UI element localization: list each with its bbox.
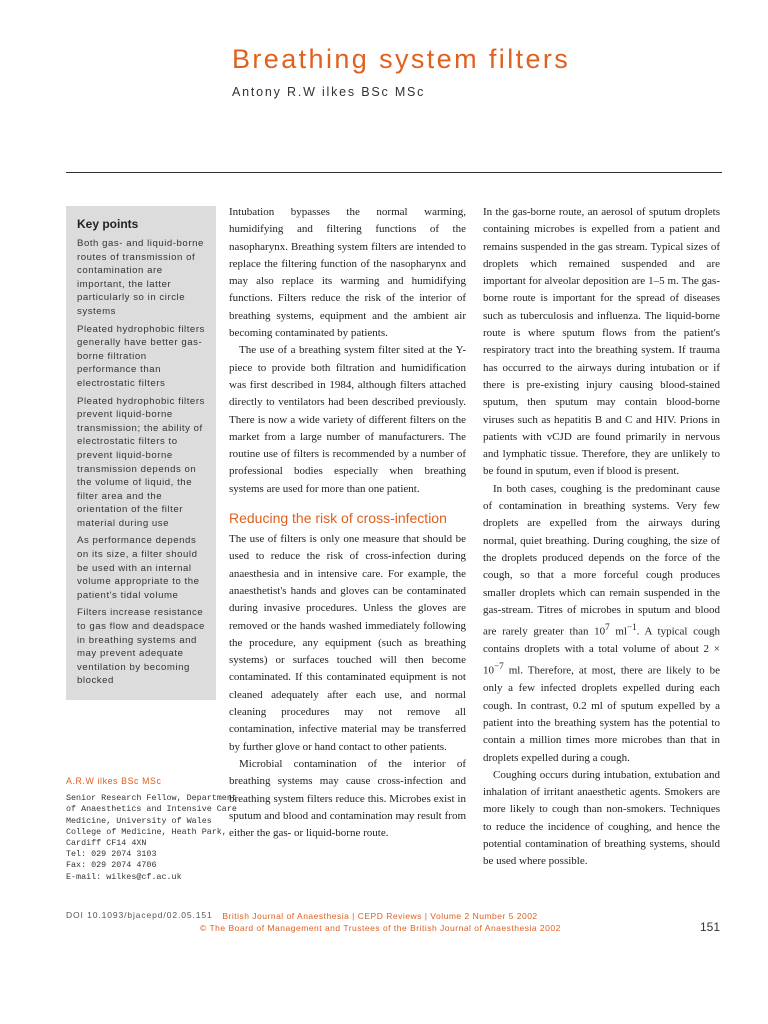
author-affiliation: [66, 776, 237, 883]
key-point-item: Pleated hydrophobic filters prevent liquid-borne transmission; the ability of electrostatic filters to prevent liquid-borne transmission depends on the volume of liquid, the filter area and the orientation of the filter material during use: [77, 395, 205, 529]
copyright-line: © The Board of Management and Trustees of the British Journal of Anaesthesia 2002: [200, 923, 561, 933]
page-number: 151: [700, 920, 721, 934]
affiliation-line: Senior Research Fellow, Department: [66, 793, 237, 804]
key-point-item: Both gas- and liquid-borne routes of transmission of contamination are important, the latter particularly so in circle systems: [77, 238, 204, 317]
author-line: Antony R.W ilkes BSc MSc: [232, 85, 426, 99]
header-divider: [66, 172, 722, 173]
key-point-item: As performance depends on its size, a filter should be used with an internal volume appropriate to the patient's tidal volume: [77, 535, 200, 601]
key-points-box: [66, 206, 216, 700]
body-column-1: [229, 204, 466, 842]
body-paragraph: Microbial contamination of the interior of breathing systems may cause cross-infection and breathing system filters reduce this. Microbes exist in sputum and blood and contamination may result from either the gas- or liquid-borne route.: [229, 757, 466, 840]
section-heading: Reducing the risk of cross-infection: [229, 510, 447, 527]
body-paragraph: Intubation bypasses the normal warming, humidifying and filtering functions of the nasopharynx. Breathing system filters are intended to replace the filtering function of the nasopharynx and may also replace its warming and humidifying functions. Filters reduce the risk of the interior of breathing systems, equipment and the ambient air becoming contaminated by patients.: [229, 206, 466, 340]
affiliation-line: College of Medicine, Heath Park,: [66, 826, 227, 837]
body-paragraph: In both cases, coughing is the predominant cause of contamination in breathing systems. Very few droplets are expelled from the airways during normal, quiet breathing. During coughing, the size of the droplets produced depends on the force of the cough, so that a more forceful cough produces smaller droplets which can remain suspended in the gas-stream. Titres of microbes in sputum and blood are rarely greater than $10^7$ $ml^{-1}$. A typical cough contains droplets with a total volume of about $2 \times 10^{-7}$ ml. Therefore, at most, there are likely to be only a few infected droplets expelled during each cough. In contrast, 0.2 ml of sputum expelled by a patient into the breathing system has the potential to contain a million times more microbes than that in droplets expelled during a cough.: [483, 482, 720, 764]
affiliation-line: Cardiff CF14 4XN: [66, 838, 147, 849]
affiliation-email[interactable]: E-mail: wilkes@cf.ac.uk: [66, 871, 182, 882]
affiliation-line: Fax: 029 2074 4706: [66, 860, 157, 871]
affiliation-line: of Anaesthetics and Intensive Care: [66, 804, 237, 815]
key-points-list: [77, 237, 208, 688]
body-column-2: [483, 204, 720, 871]
journal-footer: [200, 910, 560, 934]
body-paragraph: Coughing occurs during intubation, extubation and inhalation of irritant anaesthetic agents. Smokers are more likely to cough than non-smokers. Techniques to reduce the incidence of coughing, and hence the potential contamination of breathing systems, should be used where possible.: [483, 768, 720, 868]
body-paragraph: The use of filters is only one measure that should be used to reduce the risk of cross-infection during anaesthesia and in intensive care. For example, the anaesthetist's hands and gloves can be contaminated during invasive procedures. Unless the gloves are removed or the hands washed immediately following the procedure, any equipment (such as breathing systems) or surfaces touched will then become contaminated. If this contaminated equipment is not cleaned adequately after each use, and normal cleaning procedures may not remove all contamination, infective material may be transferred by further glove or hand contact to other patients.: [229, 533, 466, 753]
affiliation-line: Tel: 029 2074 3103: [66, 849, 157, 860]
doi-footer[interactable]: DOI 10.1093/bjacepd/02.05.151: [66, 910, 213, 920]
key-point-item: Filters increase resistance to gas flow and deadspace in breathing systems and may prevent adequate ventilation by becoming blocked: [77, 607, 205, 687]
journal-citation: British Journal of Anaesthesia | CEPD Reviews | Volume 2 Number 5 2002: [222, 911, 538, 921]
body-paragraph: In the gas-borne route, an aerosol of sputum droplets containing microbes is expelled from a patient and remains suspended in the gas stream. Typical sizes of droplets which remained suspended and are important for alveolar deposition are 1–5 m. The gas-borne route is important for the spread of diseases such as tuberculosis and influenza. The liquid-borne route is where sputum flows from the patient's respiratory tract into the breathing system. If trauma has occurred to the airways during intubation or if there is pre-existing injury causing blood-stained sputum, then sputum may contain blood-borne viruses such as hepatitis B and C and HIV. Prions in patients with vCJD are found primarily in nervous and lymphatic tissue. Therefore, they are unlikely to be found in sputum, even if blood is present.: [483, 206, 720, 478]
affiliation-line: Medicine, University of Wales: [66, 815, 212, 826]
key-points-heading: Key points: [77, 217, 139, 231]
affiliation-name: A.R.W ilkes BSc MSc: [66, 776, 162, 786]
body-paragraph: The use of a breathing system filter sited at the Y-piece to provide both filtration and humidification was first described in 1984, although filters attached directly to ventilators had been described previously. There is now a wide variety of different filters on the market from a large number of manufacturers. The routine use of filters is recommended by a number of professional bodies especially when breathing systems are used for more than one patient.: [229, 344, 466, 495]
key-point-item: Pleated hydrophobic filters generally have better gas-borne filtration performance than electrostatic filters: [77, 323, 205, 389]
article-title: Breathing system filters: [232, 44, 571, 74]
